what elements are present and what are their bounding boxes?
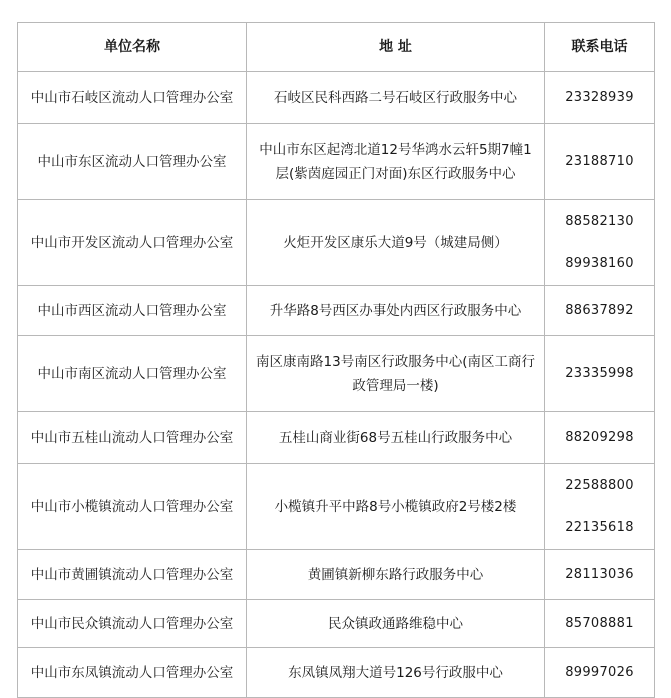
- table-row: [18, 124, 655, 200]
- phone-number: 85708881: [565, 615, 634, 631]
- phone-number: 23335998: [565, 365, 634, 381]
- table-row: [18, 464, 655, 550]
- phone-cell: [545, 464, 655, 550]
- address-cell: 黄圃镇新柳东路行政服务中心: [247, 550, 545, 600]
- address-cell: 小榄镇升平中路8号小榄镇政府2号楼2楼: [247, 464, 545, 550]
- phone-number: 23328939: [565, 89, 634, 105]
- table-row: [18, 600, 655, 648]
- address-cell: 升华路8号西区办事处内西区行政服务中心: [247, 286, 545, 336]
- phone-number: 28113036: [565, 566, 634, 582]
- unit-name-cell: 中山市西区流动人口管理办公室: [18, 286, 247, 336]
- table-row: [18, 412, 655, 464]
- phone-number: 88637892: [565, 302, 634, 318]
- table-row: [18, 550, 655, 600]
- address-cell: 民众镇政通路维稳中心: [247, 600, 545, 648]
- phone-cell: [545, 286, 655, 336]
- header-phone: 联系电话: [545, 23, 655, 72]
- address-cell: 火炬开发区康乐大道9号（城建局侧）: [247, 200, 545, 286]
- unit-name-cell: 中山市开发区流动人口管理办公室: [18, 200, 247, 286]
- unit-name-cell: 中山市民众镇流动人口管理办公室: [18, 600, 247, 648]
- address-cell: 中山市东区起湾北道12号华鸿水云轩5期7幢1层(紫茵庭园正门对面)东区行政服务中心: [247, 124, 545, 200]
- address-cell: 东凤镇凤翔大道号126号行政服中心: [247, 648, 545, 698]
- office-contact-table: [17, 22, 655, 698]
- phone-cell: [545, 600, 655, 648]
- table-row: [18, 648, 655, 698]
- phone-cell: [545, 200, 655, 286]
- phone-number: 89997026: [565, 664, 634, 680]
- unit-name-cell: 中山市东凤镇流动人口管理办公室: [18, 648, 247, 698]
- phone-number: 22588800: [565, 477, 634, 493]
- table-row: [18, 286, 655, 336]
- phone-number: 23188710: [565, 153, 634, 169]
- phone-cell: [545, 72, 655, 124]
- phone-number: 22135618: [565, 519, 634, 535]
- phone-cell: [545, 412, 655, 464]
- unit-name-cell: 中山市五桂山流动人口管理办公室: [18, 412, 247, 464]
- phone-cell: [545, 648, 655, 698]
- address-cell: 南区康南路13号南区行政服务中心(南区工商行政管理局一楼): [247, 336, 545, 412]
- header-unit-name: 单位名称: [18, 23, 247, 72]
- table-row: [18, 336, 655, 412]
- address-cell: 石岐区民科西路二号石岐区行政服务中心: [247, 72, 545, 124]
- table-header-row: [18, 23, 655, 72]
- phone-number: 88582130: [565, 213, 634, 229]
- unit-name-cell: 中山市南区流动人口管理办公室: [18, 336, 247, 412]
- phone-number: 89938160: [565, 255, 634, 271]
- unit-name-cell: 中山市东区流动人口管理办公室: [18, 124, 247, 200]
- unit-name-cell: 中山市石岐区流动人口管理办公室: [18, 72, 247, 124]
- phone-cell: [545, 550, 655, 600]
- phone-cell: [545, 124, 655, 200]
- phone-number: 88209298: [565, 429, 634, 445]
- phone-cell: [545, 336, 655, 412]
- office-contact-table-container: [17, 22, 654, 698]
- unit-name-cell: 中山市黄圃镇流动人口管理办公室: [18, 550, 247, 600]
- table-row: [18, 200, 655, 286]
- unit-name-cell: 中山市小榄镇流动人口管理办公室: [18, 464, 247, 550]
- table-row: [18, 72, 655, 124]
- address-cell: 五桂山商业街68号五桂山行政服务中心: [247, 412, 545, 464]
- header-address: 地 址: [247, 23, 545, 72]
